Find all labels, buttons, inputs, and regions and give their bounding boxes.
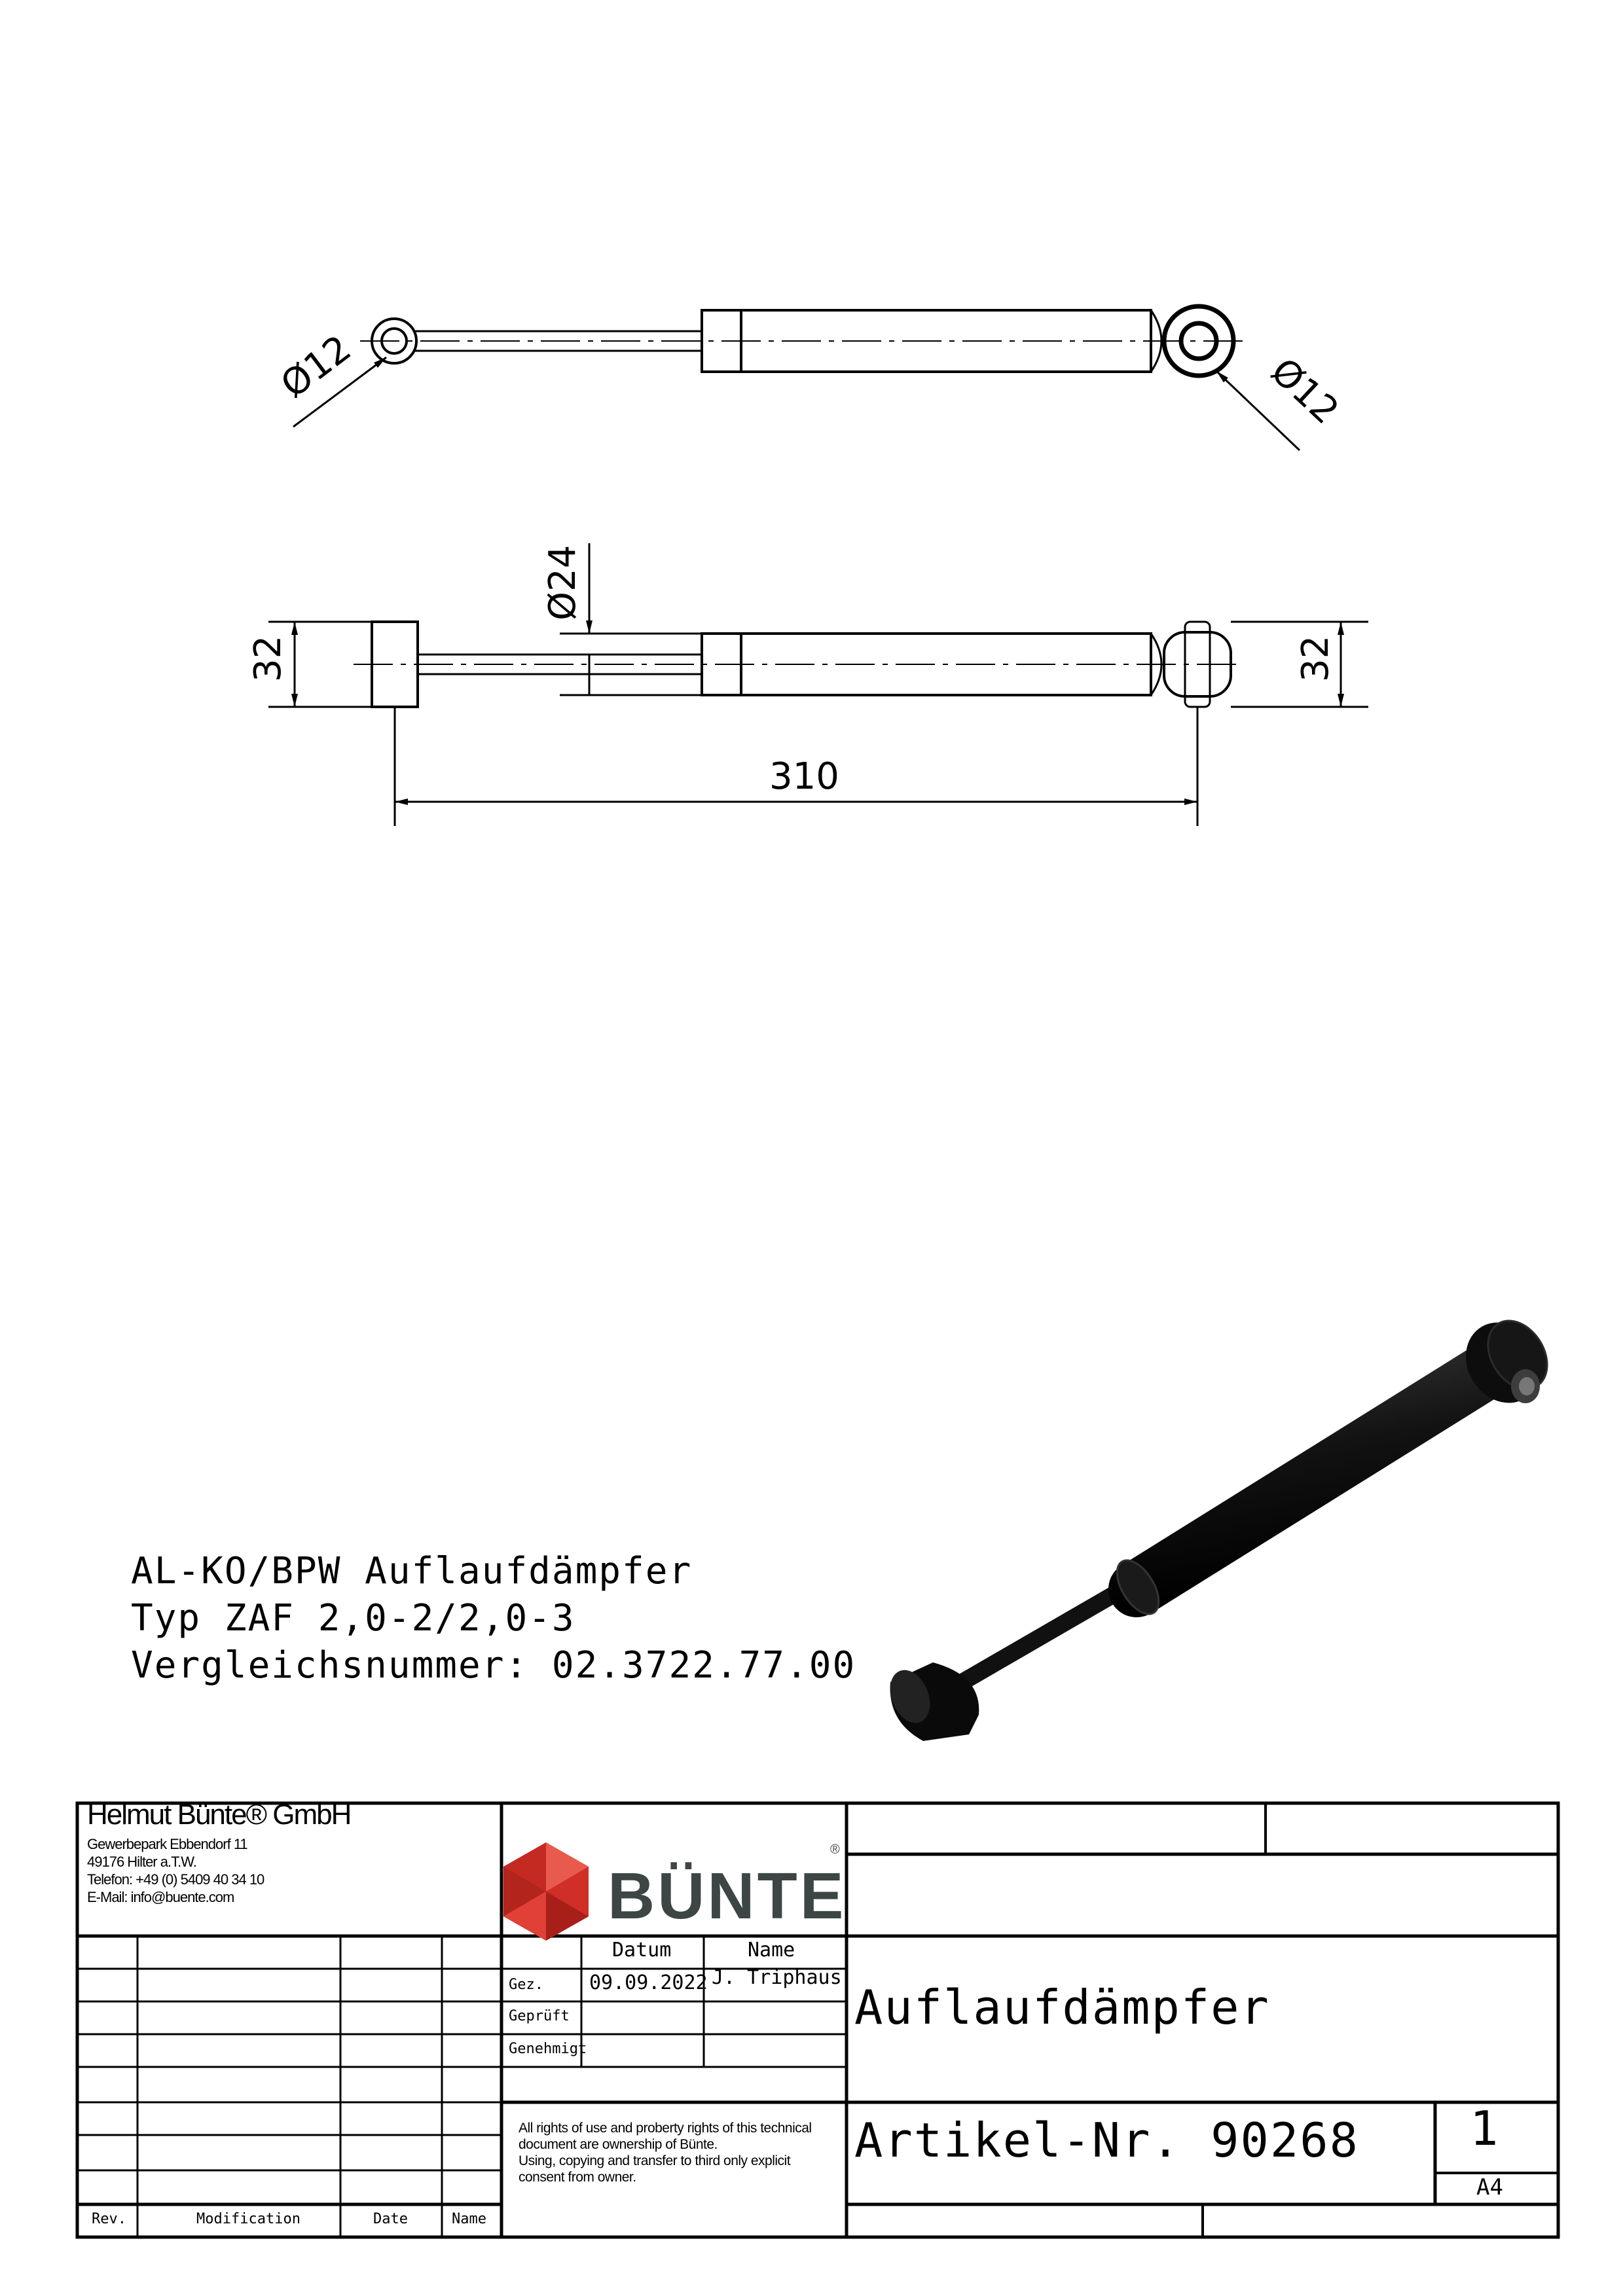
company-phone: Telefon: +49 (0) 5409 40 34 10 xyxy=(87,1871,264,1888)
top-view xyxy=(293,306,1300,450)
description-line-1: AL-KO/BPW Auflaufdämpfer xyxy=(131,1550,693,1592)
revision-header-date: Date xyxy=(373,2211,408,2227)
approval-drawn-date: 09.09.2022 xyxy=(589,1971,708,1994)
approval-row-drawn: Gez. xyxy=(509,1977,543,1993)
description-line-2: Typ ZAF 2,0-2/2,0-3 xyxy=(131,1597,575,1640)
approval-drawn-name: J. Triphaus xyxy=(712,1966,842,1989)
sheet-number: 1 xyxy=(1470,2101,1499,2156)
company-address-1: Gewerbepark Ebbendorf 11 xyxy=(87,1836,247,1852)
approval-col-date: Datum xyxy=(612,1939,672,1962)
company-email: E-Mail: info@buente.com xyxy=(87,1889,234,1905)
company-name: Helmut Bünte® GmbH xyxy=(87,1799,351,1831)
legal-line-1: All rights of use and proberty rights of this technical xyxy=(519,2121,812,2136)
revision-header-name: Name xyxy=(452,2211,486,2227)
dim-height-left: 32 xyxy=(247,635,289,682)
revision-header-modification: Modification xyxy=(196,2211,301,2227)
description-line-3: Vergleichsnummer: 02.3722.77.00 xyxy=(131,1644,856,1687)
article-number: Artikel-Nr. 90268 xyxy=(854,2113,1359,2168)
damper-render xyxy=(883,1308,1559,1741)
sheet-format: A4 xyxy=(1476,2174,1503,2200)
dim-body-diameter: Ø24 xyxy=(541,545,584,620)
legal-line-3: Using, copying and transfer to third only explicit xyxy=(519,2153,791,2168)
dim-overall-length: 310 xyxy=(769,755,839,798)
buente-logo-icon xyxy=(503,1842,589,1941)
legal-line-2: document are ownership of Bünte. xyxy=(519,2137,718,2152)
drawing-title: Auflaufdämpfer xyxy=(854,1980,1270,2035)
approval-row-approved: Genehmigt xyxy=(509,2041,587,2057)
logo-registered: ® xyxy=(830,1842,840,1857)
dim-eye-right: Ø12 xyxy=(1262,350,1347,433)
logo-wordmark: BÜNTE xyxy=(608,1859,847,1933)
dim-eye-left: Ø12 xyxy=(273,327,359,407)
company-address-2: 49176 Hilter a.T.W. xyxy=(87,1854,196,1870)
dim-height-right: 32 xyxy=(1294,635,1337,682)
approval-row-checked: Geprüft xyxy=(509,2008,570,2024)
revision-header-rev: Rev. xyxy=(92,2211,126,2227)
approval-col-name: Name xyxy=(748,1939,795,1962)
legal-line-4: consent from owner. xyxy=(519,2170,636,2185)
